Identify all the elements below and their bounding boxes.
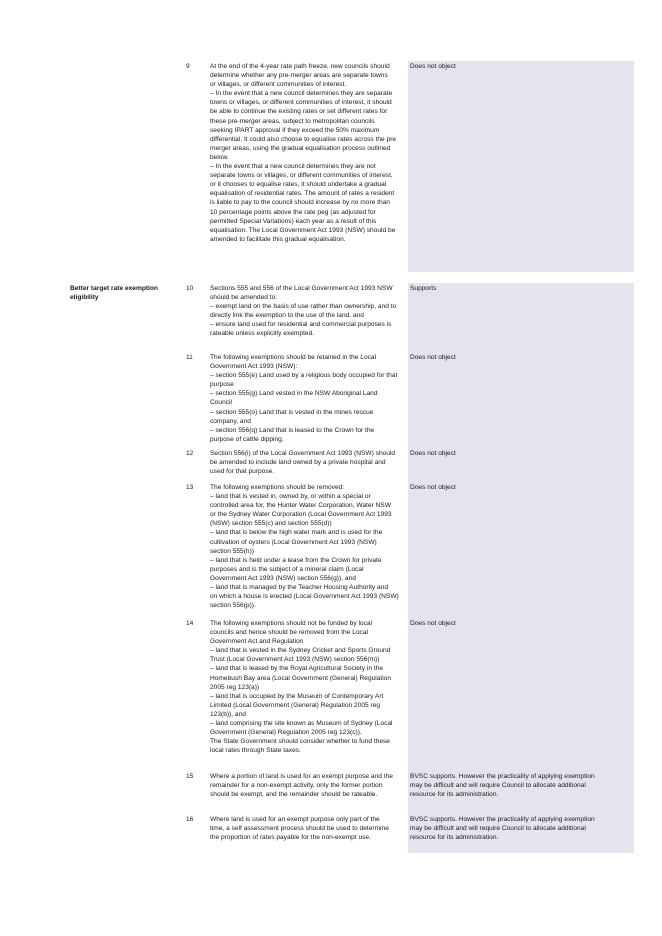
recommendation-text: Section 556(i) of the Local Government Act 1993 (NSW) should be amended to include land owned by a private hospital and used for that purpose. bbox=[210, 450, 396, 476]
row-number: 12 bbox=[186, 450, 194, 457]
section-heading: Better target rate exemption eligibility bbox=[70, 285, 158, 302]
council-response: Supports bbox=[410, 285, 437, 292]
council-response: BVSC supports. However the practicality of applying exemption may be difficult and will require Council to allocate additional resource for its administration. bbox=[410, 773, 595, 799]
row-number: 13 bbox=[186, 484, 194, 491]
council-response: Does not object bbox=[410, 450, 456, 457]
row-number: 14 bbox=[186, 620, 194, 627]
recommendation-text: The following exemptions should be retained in the Local Government Act 1993 (NSW): – section 555(e) Land used by a religious body occupied for that purpose – section 555(g) Land vested in the NSW Aboriginal Land Council – section 555(o) Land that is vested in the mines rescue company, and – section 556(q) Land that is leased to the Crown for the purpose of cattle dipping. bbox=[210, 354, 398, 443]
council-response: Does not object bbox=[410, 484, 456, 491]
recommendation-text: Where a portion of land is used for an exempt purpose and the remainder for a non-exempt activity, only the former portion should be exempt, and the remainder should be rateable. bbox=[210, 773, 393, 799]
recommendation-text: At the end of the 4-year rate path freeze, new councils should determine whether any pre-merger areas are separate towns or villages, or different communities of interest. – In the event that a new council determines they are separate towns or villages, or different communities of interest, it should be able to continue the existing rates or set different rates for these pre-merger areas, subject to metropolitan councils seeking IPART approval if they exceed the 50% maximum differential. It could also choose to equalise rates across the pre merger areas, using the gradual equalisation process outlined below. – In the event that a new council determines they are not separate towns or villages, or different communities of interest, or it chooses to equalise rates, it should undertake a gradual equalisation of residential rates. The amount of rates a resident is liable to pay to the council should increase by no more than 10 percentage points above the rate peg (as adjusted for permitted Special Variations) each year as a result of this equalisation. The Local Government Act 1993 (NSW) should be amended to facilitate this gradual equalisation. bbox=[210, 63, 397, 243]
recommendation-text: Where land is used for an exempt purpose only part of the time, a self assessment process should be used to determine the proportion of rates payable for the non-exempt use. bbox=[210, 816, 389, 842]
row-number: 16 bbox=[186, 816, 194, 823]
row-number: 9 bbox=[186, 63, 190, 70]
recommendation-text: Sections 555 and 556 of the Local Government Act 1993 NSW should be amended to: – exempt land on the basis of use rather than ownership, and to directly link the exemption to the use of the land, and – ensure land used for residential and commercial purposes is rateable unless explicitly exempted. bbox=[210, 285, 397, 338]
council-response: Does not object bbox=[410, 63, 456, 70]
recommendation-text: The following exemptions should not be funded by local councils and hence should be removed from the Local Government Act and Regulation – land that is vested in the Sydney Cricket and Sports Ground Trust (Local Government Act 1993 (NSW) section 556(m)) – land that is leased by the Royal Agricultural Society in the Homebush Bay area (Local Government (General) Regulation 2005 reg 123(a)) – land that is occupied by the Museum of Contemporary Art Limited (Local Government (General) Regulation 2005 reg 123(b)), and – land comprising the site known as Museum of Sydney (Local Government (General) Regulation 2005 reg 123(c)). The State Government should consider whether to fund these local rates through State taxes. bbox=[210, 620, 393, 755]
row-number: 11 bbox=[186, 354, 193, 361]
response-shade-top bbox=[408, 61, 634, 272]
council-response: Does not object bbox=[410, 620, 456, 627]
row-number: 15 bbox=[186, 773, 194, 780]
recommendation-text: The following exemptions should be removed: – land that is vested in, owned by, or within a special or controlled area for, the Hunter Water Corporation, Water NSW or the Sydney Water Corporation (Local Government Act 1993 (NSW) section 555(c) and section 555(d)) – land that is below the high water mark and is used for the cultivation of oysters (Local Government Act 1993 (NSW) section 555(h)) – land that is held under a lease from the Crown for private purposes and is the subject of a mineral claim (Local Government Act 1993 (NSW) section 556(g)), and – land that is managed by the Teacher Housing Authority and on which a house is erected (Local Government Act 1993 (NSW) section 556(p)). bbox=[210, 484, 399, 610]
row-number: 10 bbox=[186, 285, 194, 292]
council-response: BVSC supports. However the practicality of applying exemption may be difficult and will require Council to allocate additional resource for its administration. bbox=[410, 816, 595, 842]
council-response: Does not object bbox=[410, 354, 456, 361]
response-shade-bottom bbox=[408, 283, 634, 853]
